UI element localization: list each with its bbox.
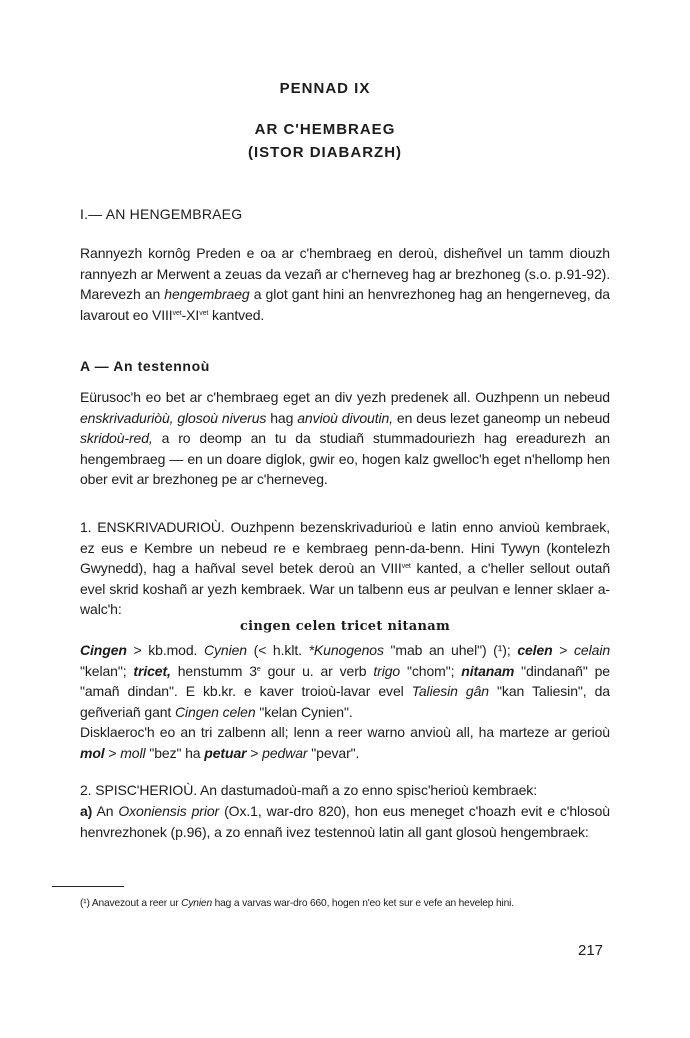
chapter-subtitle: (ISTOR DIABARZH) (247, 144, 403, 161)
paragraph-enskrivadurioù: 1. ENSKRIVADURIOÙ. Ouzhpenn bezenskrivadurioù e latin enno anvioù kembraek, ez eus e Kembre un nebeud re e kembraeg penn-da-benn. Hini Tywyn (kontelezh Gwynedd), hag a hañval sevel betek deroù an $VIII^{vet}$ kanted, a c'heller sellout outañ evel skrid koshañ ar yezh kembraek. War un talbenn eus ar peulvan e lenner sklaer a-walc'h: (80, 519, 611, 617)
page-number: 217 (578, 942, 604, 959)
section-heading: I.— AN HENGEMBRAEG (80, 206, 243, 222)
paragraph-disklaeroc: Disklaeroc'h eo an tri zalbenn all; lenn a reer warno anvioù all, ha marteze ar gerioù mol > moll "bez" ha petuar > pedwar "pevar". (80, 724, 610, 761)
inscription-line: cingen celen tricet nitanam (239, 619, 451, 634)
paragraph-gloss: Cingen > kb.mod. Cynien (< h.klt. *Kunogenos "mab an uhel") (¹); celen > celain "kelan"; tricet, henstumm 3e gour u. ar verb trigo "chom"; nitanam "dindanañ" pe "amañ dindan". E kb.kr. e kaver troioù-lavar evel Taliesin gân "kan Taliesin", da geñveriañ gant Cingen celen "kelan Cynien". (80, 642, 611, 720)
paragraph-spischeriou: 2. SPISC'HERIOÙ. An dastumadoù-mañ a zo enno spisc'herioù kembraek: (80, 782, 537, 798)
footnote: (¹) Anavezout a reer ur Cynien hag a varvas war-dro 660, hogen n'eo ket sur e vefe an hevelep hini. (80, 898, 514, 909)
subsection-heading: A — An testennoù (80, 358, 210, 374)
paragraph-oxoniensis: a) An Oxoniensis prior (Ox.1, war-dro 820), hon eus meneget c'hoazh evit e c'hlosoù henvrezhonek (p.96), a zo ennañ ivez testennoù latin all gant glosoù hengembraek: (80, 803, 610, 840)
paragraph-testennou: Eürusoc'h eo bet ar c'hembraeg eget an div yezh predenek all. Ouzhpenn un nebeud enskrivaduriòù, glosoù niverus hag anvioù divoutin, en deus lezet ganeomp un nebeud skridoù-red, a ro deomp an tu da studiañ stummadouriezh hag ereadurezh an hengembraeg — en un doare diglok, gwir eo, hogen kalz gwelloc'h eget n'hellomp hen ober evit ar brezhoneg pe ar c'herneveg. (80, 389, 610, 487)
intro-paragraph: Rannyezh kornôg Preden e oa ar c'hembraeg en deroù, disheñvel un tamm diouzh rannyezh ar Merwent a zeuas da vezañ ar c'herneveg hag ar brezhoneg (s.o. p.91-92). Marevezh an hengembraeg a glot gant hini an henvrezhoneg hag an hengerneveg, da lavarout eo $VIII^{vet}-XI^{vet}$ kantved. (80, 245, 610, 323)
footnote-divider (52, 886, 124, 887)
chapter-heading: PENNAD IX (279, 80, 371, 97)
chapter-title: AR C'HEMBRAEG (254, 121, 396, 138)
